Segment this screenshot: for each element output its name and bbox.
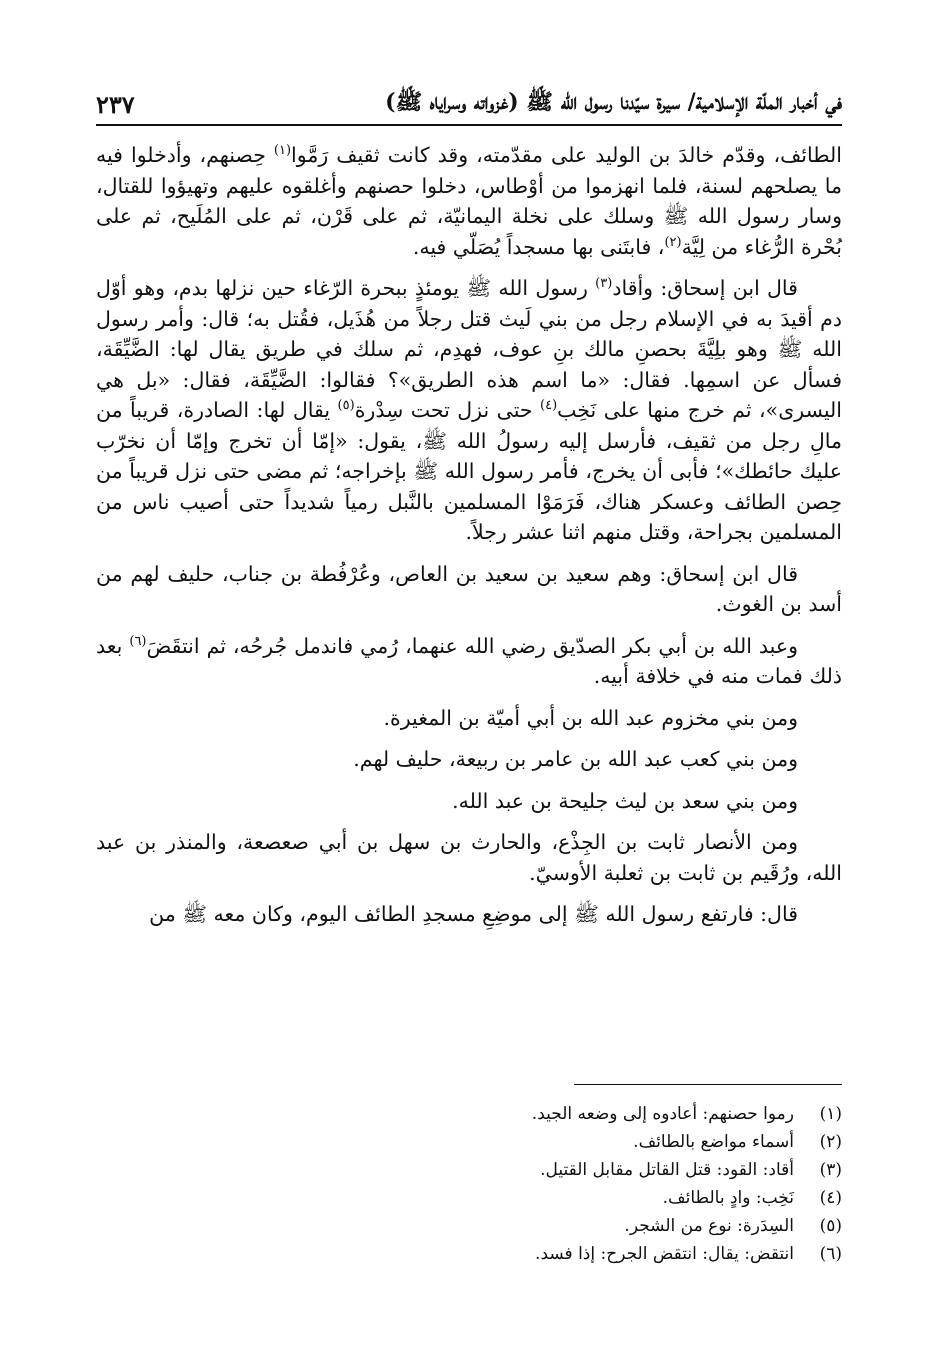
footnote-text: أسماء مواضع بالطائف.	[633, 1132, 794, 1152]
paragraph-text: ومن بني مخزوم عبد الله بن أبي أميّة بن المغيرة.	[383, 705, 798, 730]
paragraph	[96, 899, 842, 930]
paragraph-text: ، فابتَنى بها مسجداً يُصَلّي فيه.	[412, 234, 665, 259]
footnote-item	[96, 1100, 842, 1128]
footnote-number: (١)	[819, 1104, 842, 1124]
page-header	[96, 84, 842, 126]
paragraph	[96, 273, 842, 548]
paragraph-text: قال ابن إسحاق: وهم سعيد بن سعيد بن العاص، وعُرْفُطة بن جناب، حليف لهم من أسد بن الغوث.	[96, 561, 842, 616]
paragraph-text: بعد ذلك فمات منه في خلافة أبيه.	[96, 633, 842, 688]
footnotes	[96, 1100, 842, 1268]
paragraph-text: الطائف، وقدّم خالدَ بن الوليد على مقدّمته، وقد كانت ثقيف رَمَّوا	[291, 143, 843, 167]
paragraph-text: رسول الله ﷺ يومئذٍ ببحرة الرّغاء حين نزلها بدم، وهو أوّل دم أقيدَ به في الإسلام رجل من بني لَيث قتل رجلاً من هُذَيل، فقُتل به؛ قال: وأمر رسول الله ﷺ وهو بلِيَّةَ بحصنِ مالك بنِ عوف، فهدِم، ثم سلك في طريق يقال لها: الضَّيِّقَة، فسأل عن اسمِها. فقال: «ما اسم هذه الطريق»؟ فقالوا: الضَّيِّقَة، فقال: «بل هي اليسرى»، ثم خرج منها على نَخِب	[96, 276, 842, 422]
paragraph-text: قال: فارتفع رسول الله ﷺ إلى موضِعِ مسجدِ الطائف اليوم، وكان معه ﷺ من	[149, 902, 798, 926]
page-number: ٢٣٧	[96, 89, 135, 119]
footnote-marker: (٤)	[540, 398, 558, 414]
footnote-divider	[574, 1084, 842, 1085]
footnote-text: رموا حصنهم: أعادوه إلى وضعه الجيد.	[531, 1104, 794, 1124]
footnote-text: السِدَرة: نوع من الشجر.	[624, 1216, 794, 1236]
footnote-text: انتقض: يقال: انتقض الجرح: إذا فسد.	[535, 1244, 794, 1264]
paragraph-text: ومن الأنصار ثابت بن الجِذْع، والحارث بن سهل بن أبي صعصعة، والمنذر بن عبد الله، ورُقَيم بن ثابت بن ثعلبة الأوسيّ.	[96, 830, 842, 885]
footnote-marker: (٥)	[337, 398, 355, 414]
main-text	[96, 140, 842, 941]
footnote-marker: (٦)	[129, 633, 147, 649]
footnote-marker: (١)	[273, 143, 292, 159]
footnote-item	[96, 1184, 842, 1212]
paragraph-text: وعبد الله بن أبي بكر الصدّيق رضي الله عنهما، رُمي فاندمل جُرحُه، ثم انتقَضَ	[146, 633, 798, 658]
footnote-text: نَخِب: وادٍ بالطائف.	[662, 1188, 794, 1208]
paragraph	[96, 744, 842, 775]
footnote-marker: (٣)	[595, 276, 613, 292]
footnote-number: (٥)	[819, 1216, 842, 1236]
paragraph-text: يقال لها: الصادرة، قريباً من مالِ رجل من ثقيف، فأرسل إليه رسولُ الله ﷺ، يقول: «إمّا أن تخرج وإمّا أن نخرّب عليك حائطك»؛ فأبى أن يخرج، فأمر رسول الله ﷺ بإخراجه؛ ثم مضى حتى نزل قريباً من حِصن الطائف وعسكر هناك، فَرَمَوْا المسلمين بالنَّبل رمياً شديداً حتى أصيب ناس من المسلمين بجراحة، وقتل منهم اثنا عشر رجلاً.	[96, 398, 842, 544]
paragraph	[96, 703, 842, 734]
paragraph	[96, 827, 842, 888]
paragraph	[96, 631, 842, 692]
paragraph	[96, 559, 842, 620]
footnote-item	[96, 1240, 842, 1268]
paragraph-text: حتى نزل تحت سِدْرة	[354, 398, 541, 422]
paragraph	[96, 140, 842, 262]
footnote-item	[96, 1156, 842, 1184]
paragraph	[96, 786, 842, 817]
footnote-marker: (٢)	[664, 234, 682, 250]
footnote-item	[96, 1212, 842, 1240]
paragraph-text: قال ابن إسحاق: وأقاد	[612, 276, 798, 300]
paragraph-text: ومن بني كعب عبد الله بن عامر بن ربيعة، حليف لهم.	[353, 747, 798, 771]
running-title: في أخبار الملّة الإسلامية/ سيرة سيّدنا رسول الله ﷺ (غزواته وسراياه ﷺ)	[385, 89, 842, 115]
paragraph-text: ومن بني سعد بن ليث جليحة بن عبد الله.	[452, 788, 798, 813]
paragraph-text: حِصنهم، وأدخلوا فيه ما يصلحهم لسنة، فلما انهزموا من أوْطاس، دخلوا حصنهم وأغلقوه عليهم وتهيؤوا للقتال، وسار رسول الله ﷺ وسلك على نخلة اليمانيّة، ثم على قَرْن، ثم على المُلَيح، ثم على بُحْرة الرُّغاء من لِيَّة	[96, 143, 842, 259]
footnote-text: أقاد: القود: قتل القاتل مقابل القتيل.	[540, 1160, 794, 1180]
footnote-number: (٣)	[819, 1160, 842, 1180]
footnote-item	[96, 1128, 842, 1156]
footnote-number: (٦)	[819, 1244, 842, 1264]
footnote-number: (٤)	[819, 1188, 842, 1208]
footnote-number: (٢)	[819, 1132, 842, 1152]
